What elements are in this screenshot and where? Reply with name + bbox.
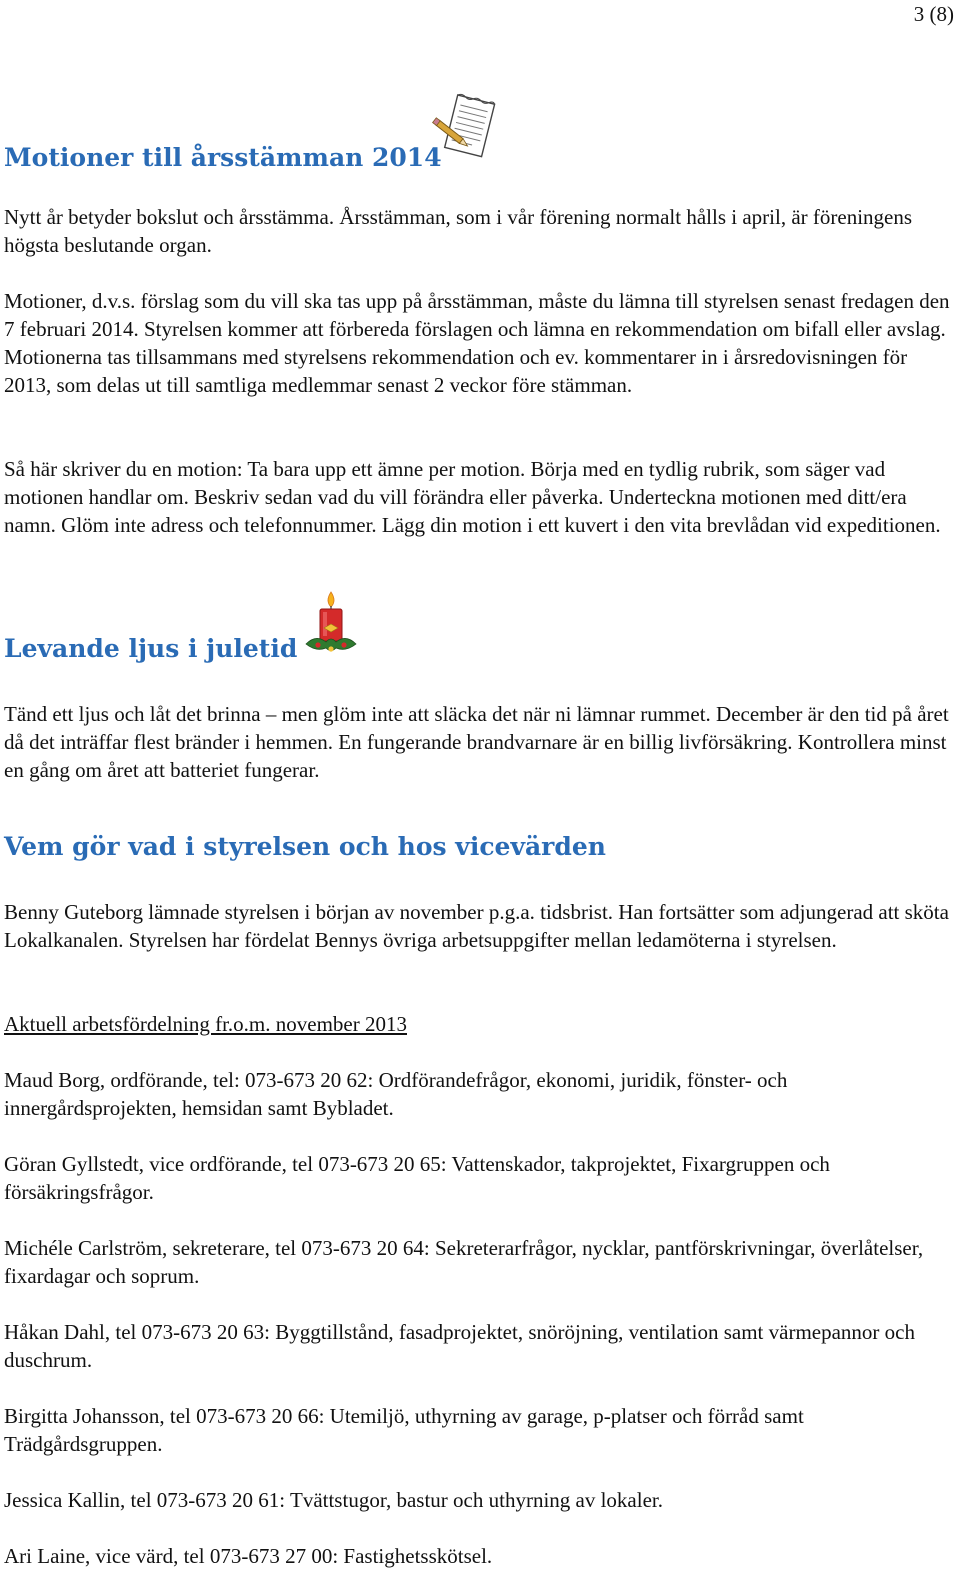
member-entry-3: Michéle Carlström, sekreterare, tel 073-673 20 64: Sekreterarfrågor, nycklar, pantförskrivningar, överlåtelser, fixardagar och soprum. [4, 1236, 924, 1288]
member-entry-4: Håkan Dahl, tel 073-673 20 63: Byggtillstånd, fasadprojektet, snöröjning, ventilation samt värmepannor och duschrum. [4, 1320, 915, 1372]
heading-ljus: Levande ljus i juletid [4, 634, 298, 663]
heading-styrelsen: Vem gör vad i styrelsen och hos vicevärden [4, 832, 606, 861]
member-entry-5: Birgitta Johansson, tel 073-673 20 66: Utemiljö, uthyrning av garage, p-platser och förråd samt Trädgårdsgruppen. [4, 1404, 804, 1456]
document-pen-icon [428, 92, 498, 164]
page-number: 3 (8) [913, 2, 954, 26]
paragraph-motioner-3: Så här skriver du en motion: Ta bara upp ett ämne per motion. Börja med en tydlig rubrik, som säger vad motionen handlar om. Beskriv sedan vad du vill förändra eller påverka. Underteckna motionen med ditt/era namn. Glöm inte adress och telefonnummer. Lägg din motion i ett kuvert i den vita brevlådan vid expeditionen. [4, 457, 941, 537]
member-entry-1: Maud Borg, ordförande, tel: 073-673 20 62: Ordförandefrågor, ekonomi, juridik, fönster- och innergårdsprojekten, hemsidan samt Bybladet. [4, 1068, 788, 1120]
heading-motioner: Motioner till årsstämman 2014 [4, 143, 442, 172]
paragraph-styrelsen-intro: Benny Guteborg lämnade styrelsen i början av november p.g.a. tidsbrist. Han fortsätter som adjungerad att sköta Lokalkanalen. Styrelsen har fördelat Bennys övriga arbetsuppgifter mellan ledamöterna i styrelsen. [4, 900, 949, 952]
member-entry-6: Jessica Kallin, tel 073-673 20 61: Tvättstugor, bastur och uthyrning av lokaler. [4, 1488, 663, 1512]
paragraph-motioner-1: Nytt år betyder bokslut och årsstämma. Årsstämman, som i vår förening normalt hålls i april, är föreningens högsta beslutande organ. [4, 205, 913, 257]
christmas-candle-icon [302, 590, 360, 656]
member-entry-2: Göran Gyllstedt, vice ordförande, tel 073-673 20 65: Vattenskador, takprojektet, Fixargruppen och försäkringsfrågor. [4, 1152, 830, 1204]
subheading-arbetsfordelning [4, 1010, 956, 1038]
paragraph-motioner-2: Motioner, d.v.s. förslag som du vill ska tas upp på årsstämman, måste du lämna till styrelsen senast fredagen den 7 februari 2014. Styrelsen kommer att förbereda förslagen och lämna en rekommendation om bifall eller avslag. Motionerna tas tillsammans med styrelsens rekommendation och ev. kommentarer in i årsredovisningen för 2013, som delas ut till samtliga medlemmar senast 2 veckor före stämman. [4, 289, 950, 397]
member-entry-7: Ari Laine, vice värd, tel 073-673 27 00: Fastighetsskötsel. [4, 1544, 493, 1568]
subheading-text: Aktuell arbetsfördelning fr.o.m. november 2013 [4, 1012, 407, 1036]
paragraph-ljus-1: Tänd ett ljus och låt det brinna – men glöm inte att släcka det när ni lämnar rummet. December är den tid på året då det inträffar flest bränder i hemmen. En fungerande brandvarnare är en billig livförsäkring. Kontrollera minst en gång om året att batteriet fungerar. [4, 702, 949, 782]
